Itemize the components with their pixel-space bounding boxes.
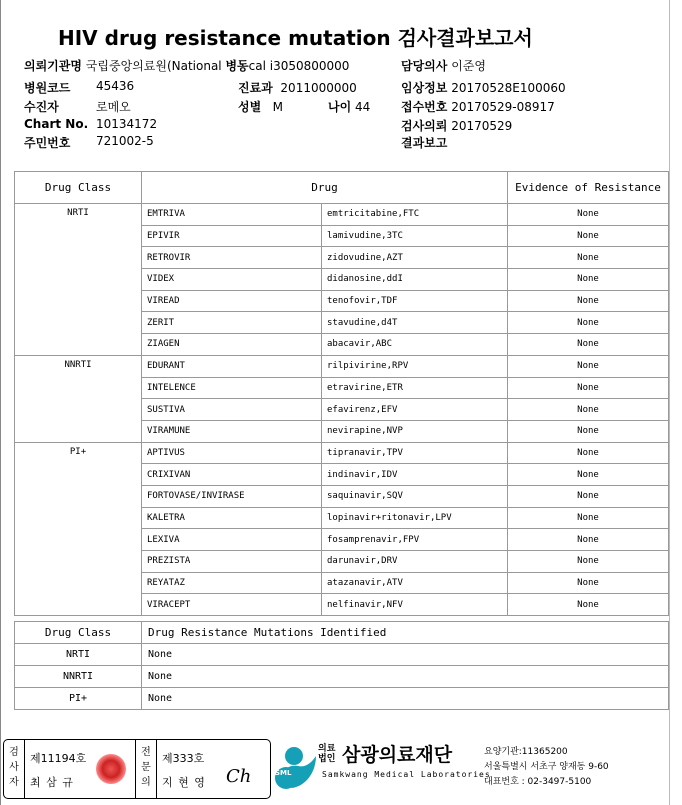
- examiner-no: 제11194호: [30, 752, 87, 765]
- brand-name-cell: VIDEX: [142, 269, 322, 291]
- report-field: 결과보고: [401, 136, 448, 150]
- mut-class-cell: PI+: [15, 688, 142, 710]
- sml-logo-icon: [272, 742, 320, 790]
- generic-name-cell: nelfinavir,NFV: [322, 594, 508, 616]
- brand-name-cell: VIRAMUNE: [142, 420, 322, 442]
- brand-name-cell: FORTOVASE/INVIRASE: [142, 485, 322, 507]
- table-row: [15, 666, 669, 688]
- generic-name-cell: darunavir,DRV: [322, 551, 508, 573]
- org-phone: 대표번호 : 02-3497-5100: [484, 777, 592, 787]
- resistance-cell: None: [508, 529, 669, 551]
- generic-name-cell: efavirenz,EFV: [322, 399, 508, 421]
- mutation-table: [14, 621, 669, 710]
- mut-value-cell: None: [142, 644, 669, 666]
- generic-name-cell: tipranavir,TPV: [322, 442, 508, 464]
- page-right-border: [669, 0, 670, 805]
- brand-name-cell: EDURANT: [142, 355, 322, 377]
- resistance-cell: None: [508, 485, 669, 507]
- table-row: [15, 355, 669, 377]
- brand-name-cell: REYATAZ: [142, 572, 322, 594]
- receipt-field: 접수번호 20170529-08917: [401, 100, 555, 114]
- generic-name-cell: emtricitabine,FTC: [322, 204, 508, 226]
- confirmer-no: 제333호: [162, 752, 205, 765]
- chart-field: Chart No.: [24, 117, 89, 131]
- col-drug: Drug: [142, 172, 508, 204]
- org-en-name: Samkwang Medical Laboratories: [322, 770, 491, 779]
- institution-row: 의뢰기관명 국립중앙의료원(National 병동cal i3050800000: [24, 59, 350, 73]
- examiner-vertical-label: 검사자: [9, 747, 19, 788]
- patient-value: 로메오: [96, 100, 131, 114]
- signature-icon: Ch: [226, 766, 252, 787]
- brand-name-cell: SUSTIVA: [142, 399, 322, 421]
- resistance-cell: None: [508, 355, 669, 377]
- brand-name-cell: PREZISTA: [142, 551, 322, 573]
- drug-class-cell: PI+: [15, 442, 142, 616]
- clinical-info-field: 임상정보 20170528E100060: [401, 81, 566, 95]
- col-drug-class: Drug Class: [15, 172, 142, 204]
- brand-name-cell: VIRACEPT: [142, 594, 322, 616]
- resistance-cell: None: [508, 290, 669, 312]
- doctor-field: 담당의사 이준영: [401, 59, 486, 73]
- generic-name-cell: didanosine,ddI: [322, 269, 508, 291]
- hospital-code-value: 45436: [96, 79, 135, 93]
- drug-resistance-table: [14, 171, 669, 616]
- brand-name-cell: CRIXIVAN: [142, 464, 322, 486]
- confirmer-name: 지 현 영: [162, 776, 206, 789]
- confirmer-vertical-label: 전문의: [141, 747, 151, 788]
- page-left-border: [0, 0, 1, 805]
- mut-value-cell: None: [142, 666, 669, 688]
- table-row: [15, 204, 669, 226]
- dept-field: 진료과 2011000000: [238, 81, 357, 95]
- resistance-cell: None: [508, 399, 669, 421]
- generic-name-cell: fosamprenavir,FPV: [322, 529, 508, 551]
- mut-col-mutations: Drug Resistance Mutations Identified: [142, 622, 669, 644]
- resistance-cell: None: [508, 377, 669, 399]
- org-prefix: 의료 법인: [318, 744, 336, 764]
- brand-name-cell: VIREAD: [142, 290, 322, 312]
- brand-name-cell: EPIVIR: [142, 225, 322, 247]
- generic-name-cell: nevirapine,NVP: [322, 420, 508, 442]
- table-row: [15, 688, 669, 710]
- org-name: 삼광의료재단: [342, 744, 453, 766]
- generic-name-cell: lamivudine,3TC: [322, 225, 508, 247]
- generic-name-cell: saquinavir,SQV: [322, 485, 508, 507]
- generic-name-cell: stavudine,d4T: [322, 312, 508, 334]
- patient-field: 수진자: [24, 100, 59, 114]
- generic-name-cell: abacavir,ABC: [322, 334, 508, 356]
- sex-field: 성별 M: [238, 100, 283, 114]
- brand-name-cell: INTELENCE: [142, 377, 322, 399]
- resident-value: 721002-5: [96, 134, 154, 148]
- resistance-cell: None: [508, 420, 669, 442]
- resistance-cell: None: [508, 507, 669, 529]
- table-row: [15, 442, 669, 464]
- generic-name-cell: atazanavir,ATV: [322, 572, 508, 594]
- resistance-cell: None: [508, 464, 669, 486]
- resistance-cell: None: [508, 572, 669, 594]
- examiner-name: 최 삼 규: [30, 776, 74, 789]
- logo-text: SML: [275, 769, 292, 777]
- table-row: [15, 644, 669, 666]
- generic-name-cell: rilpivirine,RPV: [322, 355, 508, 377]
- drug-class-cell: NRTI: [15, 204, 142, 356]
- mut-col-class: Drug Class: [15, 622, 142, 644]
- generic-name-cell: indinavir,IDV: [322, 464, 508, 486]
- chart-value: 10134172: [96, 117, 158, 131]
- signature-box: [3, 739, 271, 799]
- seal-stamp-icon: [96, 754, 126, 784]
- drug-class-cell: NNRTI: [15, 355, 142, 442]
- brand-name-cell: KALETRA: [142, 507, 322, 529]
- generic-name-cell: tenofovir,TDF: [322, 290, 508, 312]
- brand-name-cell: APTIVUS: [142, 442, 322, 464]
- resistance-cell: None: [508, 247, 669, 269]
- brand-name-cell: RETROVIR: [142, 247, 322, 269]
- mut-value-cell: None: [142, 688, 669, 710]
- resistance-cell: None: [508, 594, 669, 616]
- brand-name-cell: ZIAGEN: [142, 334, 322, 356]
- generic-name-cell: etravirine,ETR: [322, 377, 508, 399]
- table-header-row: [15, 172, 669, 204]
- brand-name-cell: ZERIT: [142, 312, 322, 334]
- age-field: 나이 44: [328, 100, 371, 114]
- col-evidence: Evidence of Resistance: [508, 172, 669, 204]
- resistance-cell: None: [508, 442, 669, 464]
- generic-name-cell: zidovudine,AZT: [322, 247, 508, 269]
- mut-class-cell: NRTI: [15, 644, 142, 666]
- brand-name-cell: LEXIVA: [142, 529, 322, 551]
- resistance-cell: None: [508, 225, 669, 247]
- resistance-cell: None: [508, 269, 669, 291]
- org-address: 서울특별시 서초구 양재동 9-60: [484, 762, 609, 772]
- request-field: 검사의뢰 20170529: [401, 119, 513, 133]
- resistance-cell: None: [508, 551, 669, 573]
- page-title: HIV drug resistance mutation 검사결과보고서: [58, 26, 533, 50]
- resistance-cell: None: [508, 312, 669, 334]
- mutation-header-row: [15, 622, 669, 644]
- resistance-cell: None: [508, 204, 669, 226]
- brand-name-cell: EMTRIVA: [142, 204, 322, 226]
- resistance-cell: None: [508, 334, 669, 356]
- resident-field: 주민번호: [24, 136, 71, 150]
- mut-class-cell: NNRTI: [15, 666, 142, 688]
- org-code: 요양기관:11365200: [484, 747, 568, 757]
- hospital-code-field: 병원코드: [24, 81, 71, 95]
- generic-name-cell: lopinavir+ritonavir,LPV: [322, 507, 508, 529]
